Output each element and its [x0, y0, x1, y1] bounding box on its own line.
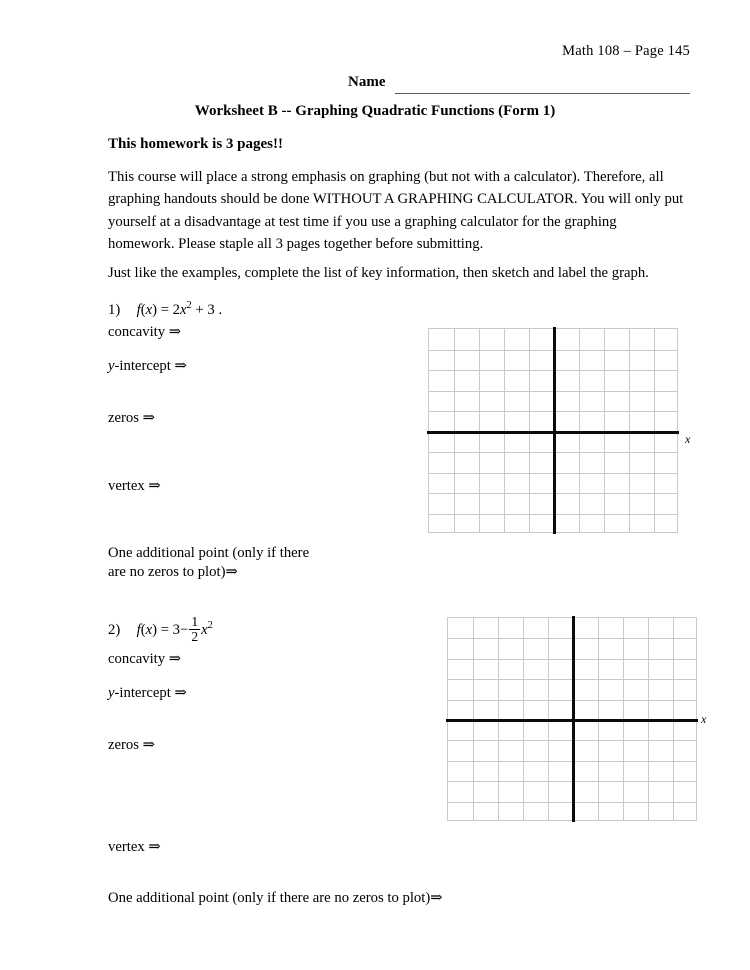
problem-1-x-axis-label: x	[685, 432, 691, 446]
problem-1-vertex-label: vertex ⇒	[108, 478, 161, 494]
problem-1-concavity-label: concavity ⇒	[108, 324, 182, 340]
problem-1-zeros-label: zeros ⇒	[108, 410, 155, 426]
intro-paragraph: This course will place a strong emphasis on graphing (but not with a calculator). Therefore, all graphing handouts should be done WITHOUT A GRAPHING CALCULATOR. You will only put yourself at a disadvantage at test time if you use a graphing calculator for the graphing homework. Please staple all 3 pages together before submitting.	[108, 169, 684, 253]
problem-1-base: x	[180, 302, 187, 318]
problem-2-minus: −	[180, 621, 189, 638]
problem-1-number: 1)	[108, 302, 121, 318]
problem-2-paren-close: )	[152, 621, 158, 638]
problem-2-statement	[108, 615, 213, 644]
problem-2-fraction-denominator: 2	[191, 628, 199, 644]
problem-2-equals: =	[157, 621, 173, 638]
problem-2-variable: x	[145, 621, 153, 638]
name-label: Name	[348, 74, 386, 90]
problem-1-graph-grid[interactable]	[428, 328, 678, 533]
problem-2-y-intercept-rest: -intercept ⇒	[114, 685, 187, 701]
problem-1-paren-close: )	[152, 302, 158, 318]
problem-1-y-intercept-label	[108, 357, 187, 375]
problem-2-exponent: 2	[207, 619, 213, 631]
x-axis	[446, 719, 698, 722]
name-field-row	[348, 74, 690, 96]
problem-1-y-intercept-italic-y: y	[108, 358, 115, 374]
problem-2-concavity-label: concavity ⇒	[108, 651, 182, 667]
problem-1-paren-open: (	[140, 302, 146, 318]
problem-2-y-intercept-label	[108, 684, 187, 702]
problem-2-additional-point-label: One additional point (only if there are no zeros to plot)⇒	[108, 890, 443, 906]
problem-2-zeros-label: zeros ⇒	[108, 737, 155, 753]
problem-2-y-intercept-italic-y: y	[108, 685, 115, 701]
problem-1-equals: =	[157, 302, 173, 318]
course-page-header: Math 108 – Page 145	[562, 43, 690, 59]
problem-2-vertex-label: vertex ⇒	[108, 839, 161, 855]
problem-2-fraction-numerator: 1	[191, 614, 199, 629]
problem-1-exponent: 2	[186, 300, 192, 312]
problem-2-fname: f	[136, 621, 141, 638]
problem-2-base: x	[201, 621, 208, 638]
homework-pages-note: This homework is 3 pages!!	[108, 136, 284, 152]
problem-1-tail: + 3 .	[191, 302, 223, 318]
problem-2-graph-grid[interactable]	[447, 617, 697, 821]
problem-1-statement	[108, 302, 222, 319]
name-write-in-line[interactable]	[395, 93, 690, 94]
problem-2-x-axis-label: x	[701, 712, 707, 726]
problem-1-fname: f	[136, 302, 141, 318]
page-title: Worksheet B -- Graphing Quadratic Functions (Form 1)	[194, 103, 556, 119]
problem-2-number: 2)	[108, 621, 121, 638]
instruction-line: Just like the examples, complete the list of key information, then sketch and label the graph.	[108, 265, 649, 281]
problem-1-coefficient: 2	[172, 302, 181, 318]
problem-2-constant: 3	[172, 621, 181, 638]
problem-1-variable: x	[145, 302, 153, 318]
x-axis	[427, 431, 679, 434]
problem-1-additional-point-label: One additional point (only if there are no zeros to plot)⇒	[108, 545, 310, 580]
problem-2-paren-open: (	[140, 621, 146, 638]
problem-2-fraction	[189, 615, 200, 644]
problem-1-y-intercept-rest: -intercept ⇒	[114, 358, 187, 374]
